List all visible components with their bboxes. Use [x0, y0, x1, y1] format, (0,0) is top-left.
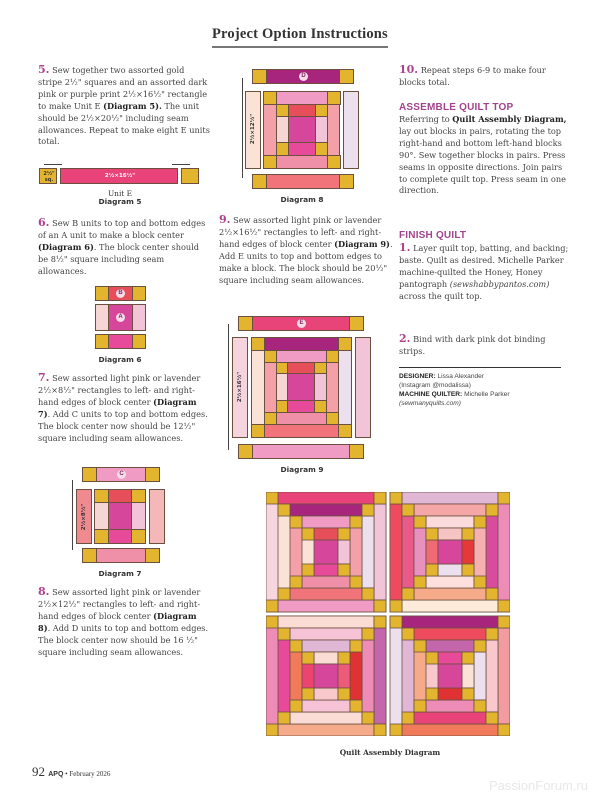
gold-square	[82, 548, 97, 563]
finish-step-2: 2. Bind with dark pink dot binding strips.	[399, 332, 546, 356]
unit-b-bottom	[108, 334, 133, 349]
unit-a-right	[132, 304, 146, 331]
c-top	[276, 91, 328, 105]
arrow-vertical	[72, 480, 73, 550]
issue-date: February 2026	[69, 770, 111, 778]
step-9: 9. Sew assorted light pink or lavender 2½×16½" rectangles to left- and right-hand edges of block center (Diagram 9). Add E units to top and bottom edges to make a block. The block should be 20½" square including seam allowances.	[219, 213, 393, 285]
unit-b-top: B	[108, 286, 133, 301]
unit-c-bottom	[96, 548, 146, 563]
assemble-text: Referring to Quilt Assembly Diagram, lay out blocks in pairs, rotating the top right-hand and bottom left-hand blocks 90°. Sew together blocks in pairs. Press seams in opposite directions. Join pairs to complete quilt top. Press seam in one direction.	[399, 114, 567, 196]
unit-d-bottom	[264, 424, 339, 438]
magazine-name: APQ	[48, 771, 64, 778]
unit-a-right	[315, 116, 328, 143]
unit-d	[264, 337, 339, 351]
c-bottom	[276, 155, 328, 169]
arrow-vertical	[242, 78, 243, 178]
unit-a-center	[108, 502, 132, 530]
gold-square	[82, 467, 97, 482]
gold-square	[238, 316, 253, 331]
gold-square	[327, 91, 341, 105]
unit-c-top: C	[96, 467, 146, 482]
gold-square	[326, 350, 339, 363]
gold-square	[145, 548, 160, 563]
gold-square	[95, 286, 109, 301]
gold-square	[145, 467, 160, 482]
gold-square	[251, 424, 265, 438]
gold-square	[315, 142, 328, 156]
step-8: 8. Sew assorted light pink or lavender 2½×12½" rectangles to left- and right-hand edges of block center (Diagram 8). Add D units to top and bottom edges. The block center now should be 16 ½" square including seam allowances.	[38, 585, 209, 657]
finish-heading: FINISH QUILT	[399, 230, 467, 241]
side-rect-right	[343, 91, 359, 169]
gold-square	[251, 337, 265, 351]
gold-square	[339, 174, 354, 189]
gold-square	[181, 168, 199, 184]
unit-e-top: E	[252, 316, 350, 331]
quilt-svg	[266, 492, 510, 736]
unit-a	[288, 116, 316, 143]
unit-b	[108, 529, 132, 544]
gold-square	[349, 316, 364, 331]
assemble-heading: ASSEMBLE QUILT TOP	[399, 102, 514, 113]
gold-square	[263, 91, 277, 105]
unit-d-bottom	[266, 174, 340, 189]
unit-d-top: D	[266, 69, 340, 84]
page-number: 92	[32, 764, 45, 779]
side-right	[338, 350, 352, 425]
unit-b	[108, 489, 132, 503]
gold-square	[132, 334, 146, 349]
gold-square	[263, 155, 277, 169]
credits: DESIGNER: Lissa Alexander (Instagram @modalissa) MACHINE QUILTER: Michelle Parker (sewmanyquilts.com)	[399, 367, 561, 408]
gold-square	[132, 286, 146, 301]
side-rect-right	[355, 337, 371, 438]
unit-a-right	[314, 373, 327, 401]
arrow-left	[44, 164, 62, 165]
gold-square: 2½" sq.	[39, 168, 57, 184]
gold-square	[338, 424, 352, 438]
watermark: PassionForum.ru	[489, 778, 588, 793]
page-footer: 92 APQ • February 2026	[32, 764, 111, 779]
gold-square	[339, 69, 354, 84]
gold-square	[94, 529, 109, 544]
gold-square	[131, 529, 146, 544]
gold-square	[95, 334, 109, 349]
quilt-assembly-caption: Quilt Assembly Diagram	[339, 748, 441, 757]
gold-square	[349, 444, 364, 459]
arrow-vertical	[228, 324, 229, 450]
quilt-assembly-diagram	[266, 492, 510, 736]
gold-square	[94, 489, 109, 503]
gold-square	[338, 337, 352, 351]
unit-b	[288, 142, 316, 156]
gold-square	[131, 489, 146, 503]
unit-a-right	[131, 502, 146, 530]
gold-square	[252, 69, 267, 84]
step-7: 7. Sew assorted light pink or lavender 2½×8½" rectangles to left- and right-hand edges of block center (Diagram 7). Add C units to top and bottom edges. The block center now should be 12½" square including seam allowances.	[38, 371, 208, 443]
gold-square	[238, 444, 253, 459]
finish-step-1: 1. Layer quilt top, batting, and backing; baste. Quilt as desired. Michelle Parker machine-quilted the Honey, Honey pantograph (sewshabbypantos.com) across the quilt top.	[399, 241, 569, 301]
page-title: Project Option Instructions	[212, 26, 388, 48]
side-rect-right	[149, 489, 165, 544]
gold-square	[252, 174, 267, 189]
unit-e-bottom	[252, 444, 350, 459]
arrow-right	[172, 164, 190, 165]
unit-a-center: A	[108, 304, 133, 331]
gold-square	[327, 155, 341, 169]
dark-pink-rectangle: 2½×16½"	[60, 168, 178, 184]
step-5: 5. Sew together two assorted gold stripe 2½" squares and an assorted dark pink or purple print 2½×16½" rectangle to make Unit E (Diagram 5). The unit should be 2½×20½" including seam allowances. Repeat to make eight E units total.	[38, 63, 210, 147]
unit-a	[287, 373, 315, 401]
step-6: 6. Sew B units to top and bottom edges of an A unit to make a block center (Diagram 6). The block center should be 8½" square including seam allowances.	[38, 216, 206, 276]
step-10: 10. Repeat steps 6-9 to make four blocks total.	[399, 63, 546, 87]
